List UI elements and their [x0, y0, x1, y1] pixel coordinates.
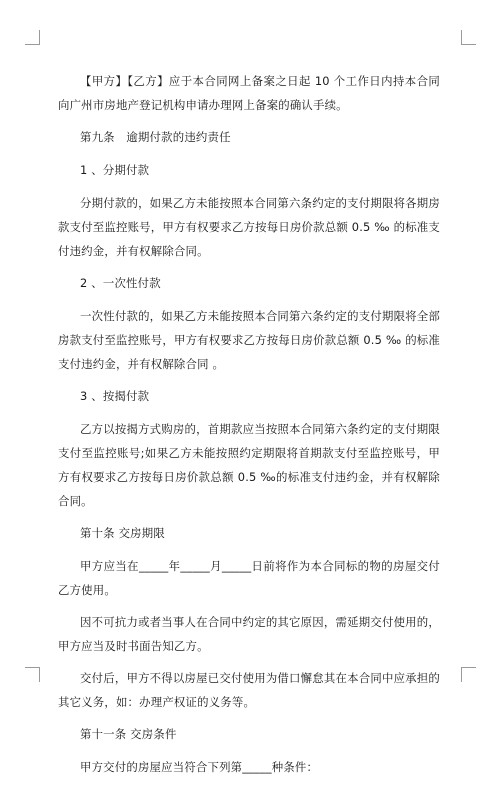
article-heading-10: 第十条 交房期限: [80, 526, 165, 540]
section-heading-lump-sum: 2 、一次性付款: [80, 276, 161, 290]
section-heading-mortgage: 3 、按揭付款: [80, 389, 150, 403]
article-heading-11: 第十一条 交房条件: [80, 727, 177, 741]
paragraph-installment-penalty: 分期付款的，如果乙方未能按照本合同第六条约定的支付期限将各期房款支付至监控账号，甲方有权要求乙方按每日房价款总额 0.5 ‰ 的标准支付违约金，并有权解除合同。: [58, 196, 440, 258]
paragraph-post-delivery-obligations: 交付后，甲方不得以房屋已交付使用为借口懈怠其在本合同中应承担的其它义务，如：办理产权证的义务等。: [58, 671, 440, 709]
paragraph-delivery-date: 甲方应当在_____年_____月_____日前将作为本合同标的物的房屋交付乙方使用。: [58, 559, 440, 597]
crop-mark-bottom-right: [461, 667, 476, 682]
paragraph-lump-sum-penalty: 一次性付款的，如果乙方未能按照本合同第六条约定的支付期限将全部房款支付至监控账号，甲方有权要求乙方按每日房价款总额 0.5 ‰ 的标准支付违约金，并有权解除合同 。: [58, 309, 440, 371]
paragraph-filing-confirmation: 【甲方】【乙方】应于本合同网上备案之日起 10 个工作日内持本合同向广州市房地产登记机构申请办理网上备案的确认手续。: [58, 74, 440, 112]
crop-mark-bottom-left: [25, 667, 40, 682]
paragraph-delivery-conditions: 甲方交付的房屋应当符合下列第_____种条件：: [80, 760, 319, 774]
paragraph-mortgage-penalty: 乙方以按揭方式购房的，首期款应当按照本合同第六条约定的支付期限支付至监控账号;如果乙方未能按照约定期限将首期款支付至监控账号，甲方有权要求乙方按每日房价款总额 0.5 ‰的标准支付违约金，并有权解除合同。: [58, 422, 440, 508]
crop-mark-top-right: [461, 30, 476, 45]
document-body: [58, 69, 440, 787]
paragraph-force-majeure: 因不可抗力或者当事人在合同中约定的其它原因，需延期交付使用的，甲方应当及时书面告知乙方。: [58, 615, 440, 653]
section-heading-installment: 1 、分期付款: [80, 163, 150, 177]
article-heading-9: 第九条 逾期付款的违约责任: [80, 130, 231, 144]
crop-mark-top-left: [25, 30, 40, 45]
